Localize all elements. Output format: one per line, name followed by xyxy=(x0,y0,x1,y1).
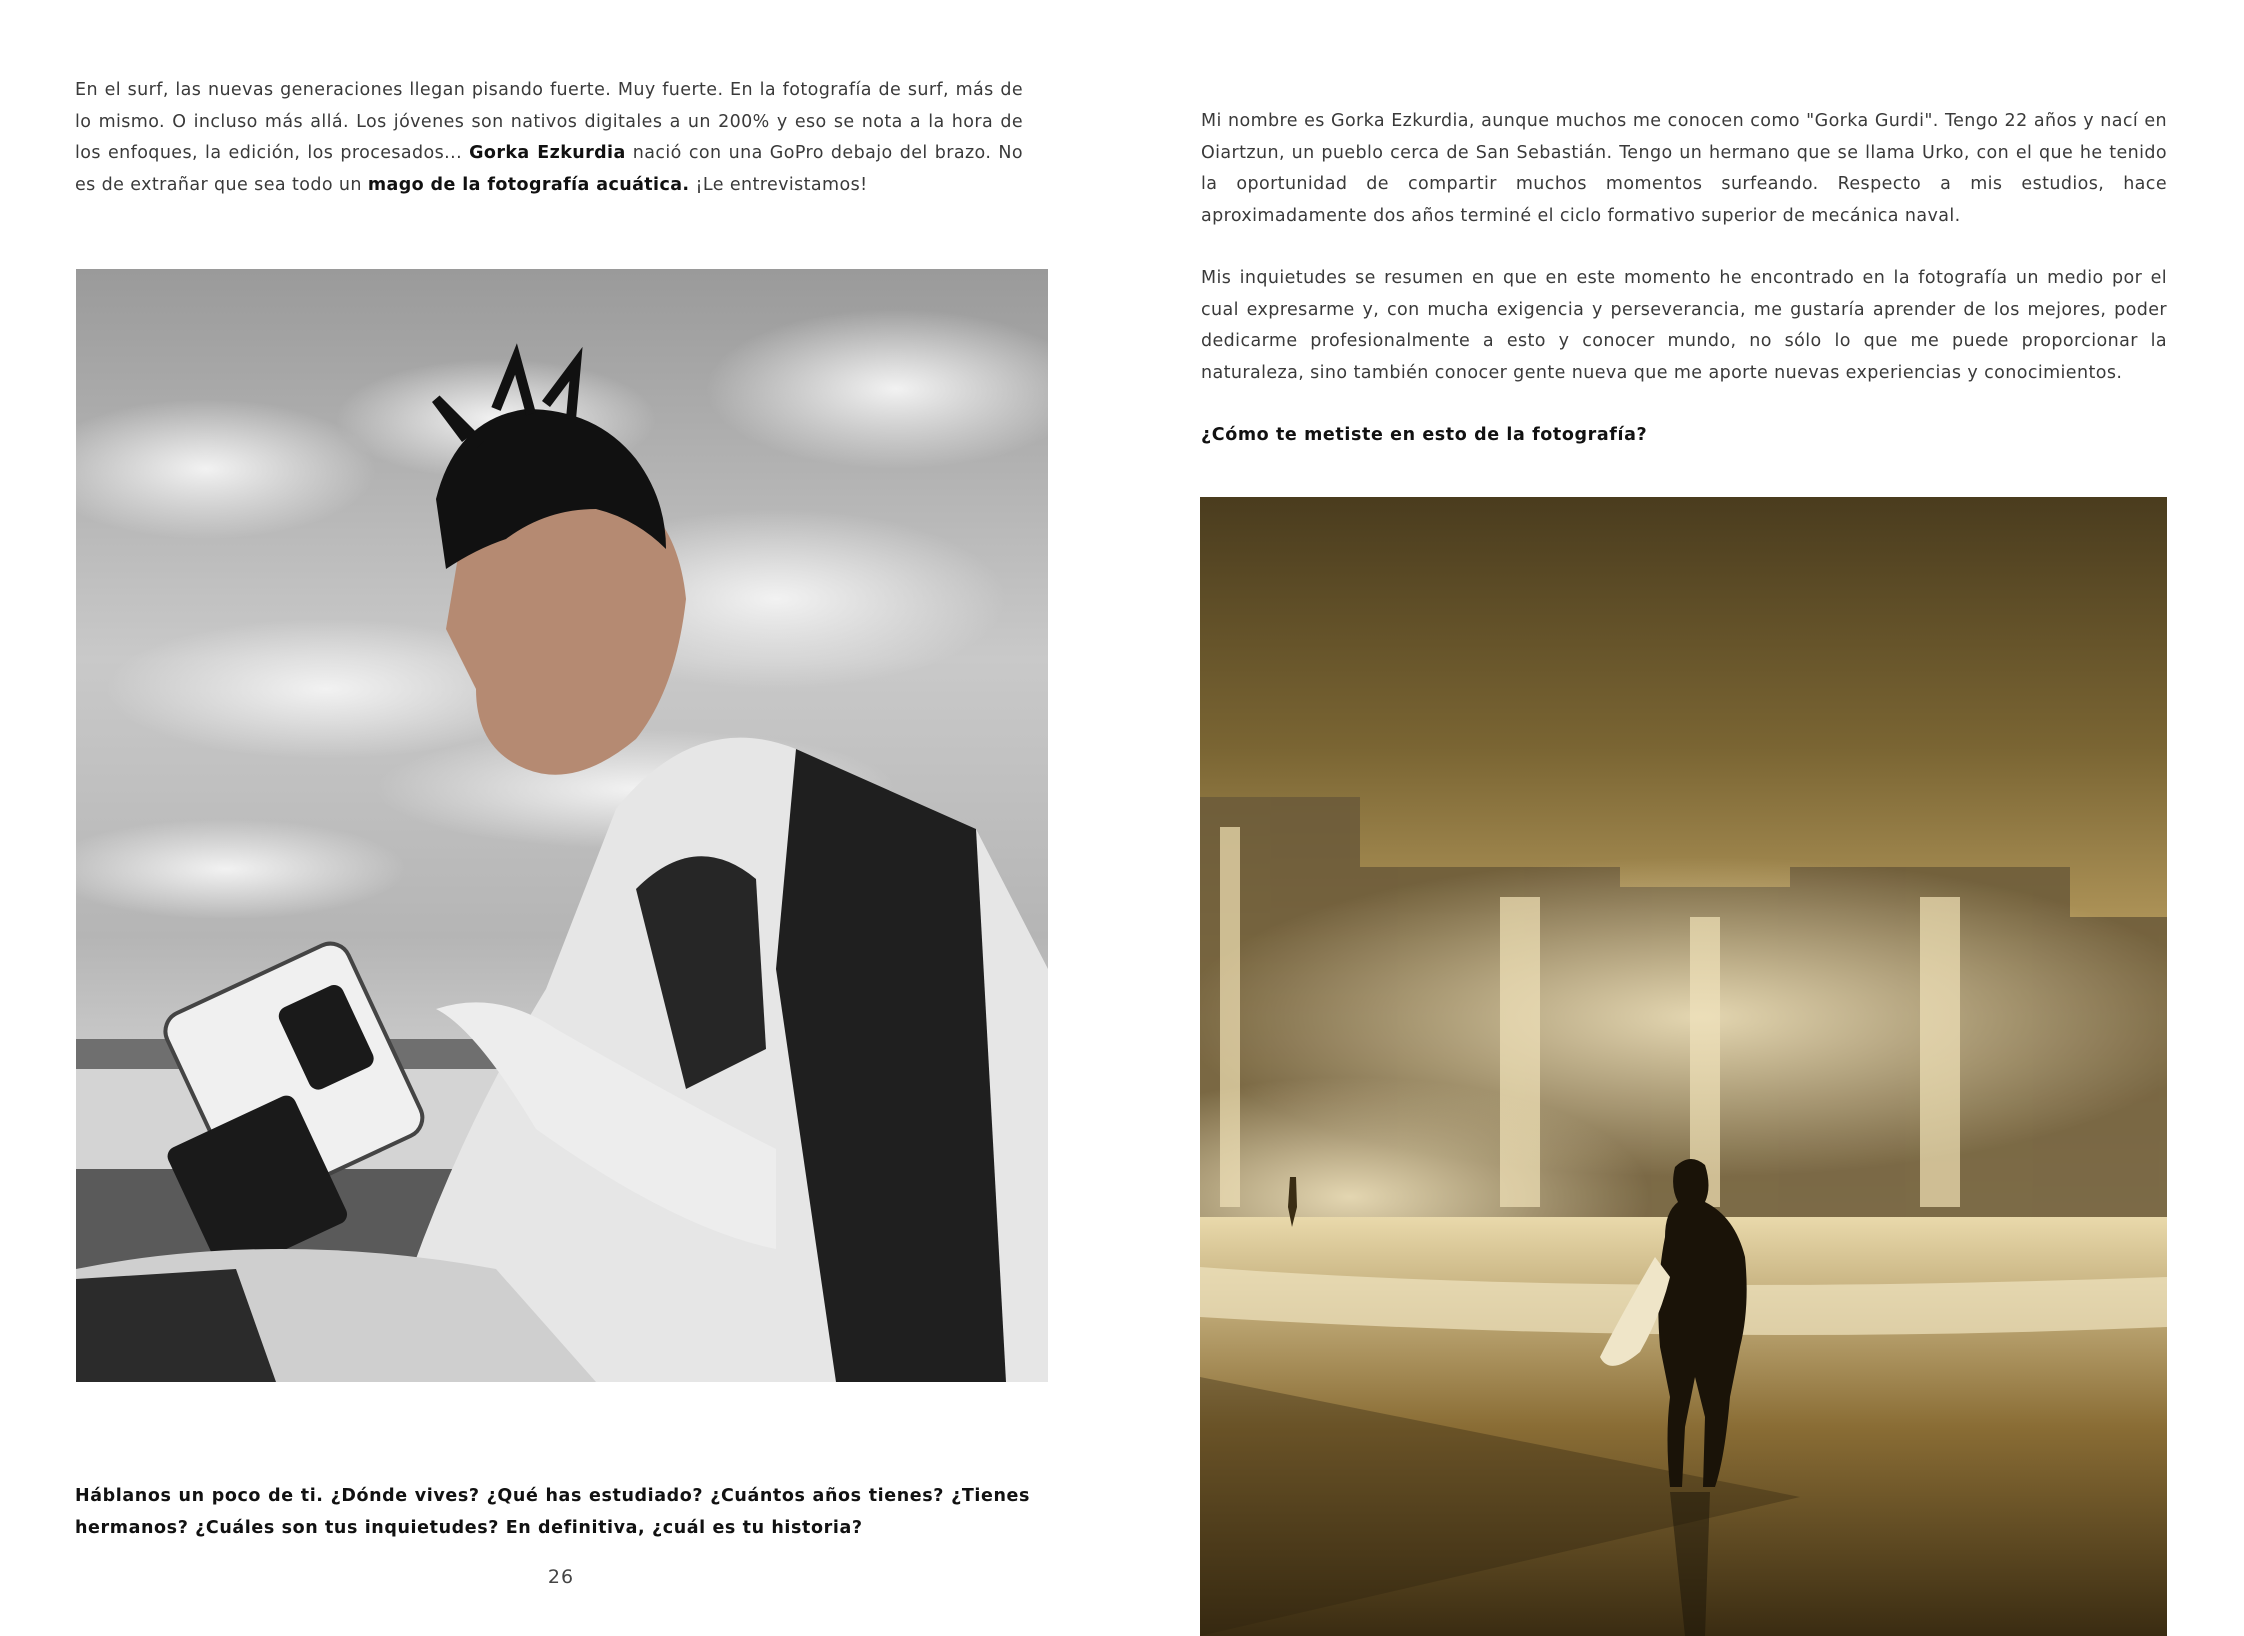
photographer-portrait-image xyxy=(76,269,1048,1382)
intro-text-2: nació con una GoPro debajo del brazo. No es de extrañar que sea todo un xyxy=(75,143,1023,195)
intro-text-3: ¡Le entrevistamos! xyxy=(689,174,868,195)
page-number: 26 xyxy=(547,1566,575,1588)
interview-question-2: ¿Cómo te metiste en esto de la fotografía? xyxy=(1201,425,1648,445)
answer-paragraph-1: Mi nombre es Gorka Ezkurdia, aunque muchos me conocen como "Gorka Gurdi". Tengo 22 años y nací en Oiartzun, un pueblo cerca de San Sebastián. Tengo un hermano que se llama Urko, con el que he tenido la oportunidad de compartir muchos momentos surfeando. Respecto a mis estudios, hace aproximadamente dos años terminé el ciclo formativo superior de mecánica naval. xyxy=(1201,111,2167,226)
answer-paragraph-2: Mis inquietudes se resumen en que en este momento he encontrado en la fotografía un medio por el cual expresarme y, con mucha exigencia y perseverancia, me gustaría aprender de los mejores, poder dedicarme profesionalmente a esto y conocer mundo, no sólo lo que me puede proporcionar la naturaleza, sino también conocer gente nueva que me aporte nuevas experiencias y conocimientos. xyxy=(1201,268,2167,383)
intro-bold-phrase: mago de la fotografía acuática. xyxy=(367,174,690,195)
right-page xyxy=(1122,0,2244,1636)
surfer-beach-image xyxy=(1200,497,2167,1636)
intro-text-1: En el surf, las nuevas generaciones llegan pisando fuerte. Muy fuerte. En la fotografía de surf, más de lo mismo. O incluso más allá. Los jóvenes son nativos digitales a un 200% y eso se nota a la hora de los enfoques, la edición, los procesados... xyxy=(75,80,1023,163)
intro-bold-name: Gorka Ezkurdia xyxy=(469,143,626,163)
intro-paragraph xyxy=(75,75,1023,201)
interview-question-1: Háblanos un poco de ti. ¿Dónde vives? ¿Qué has estudiado? ¿Cuántos años tienes? ¿Tienes hermanos? ¿Cuáles son tus inquietudes? En definitiva, ¿cuál es tu historia? xyxy=(75,1486,1030,1538)
